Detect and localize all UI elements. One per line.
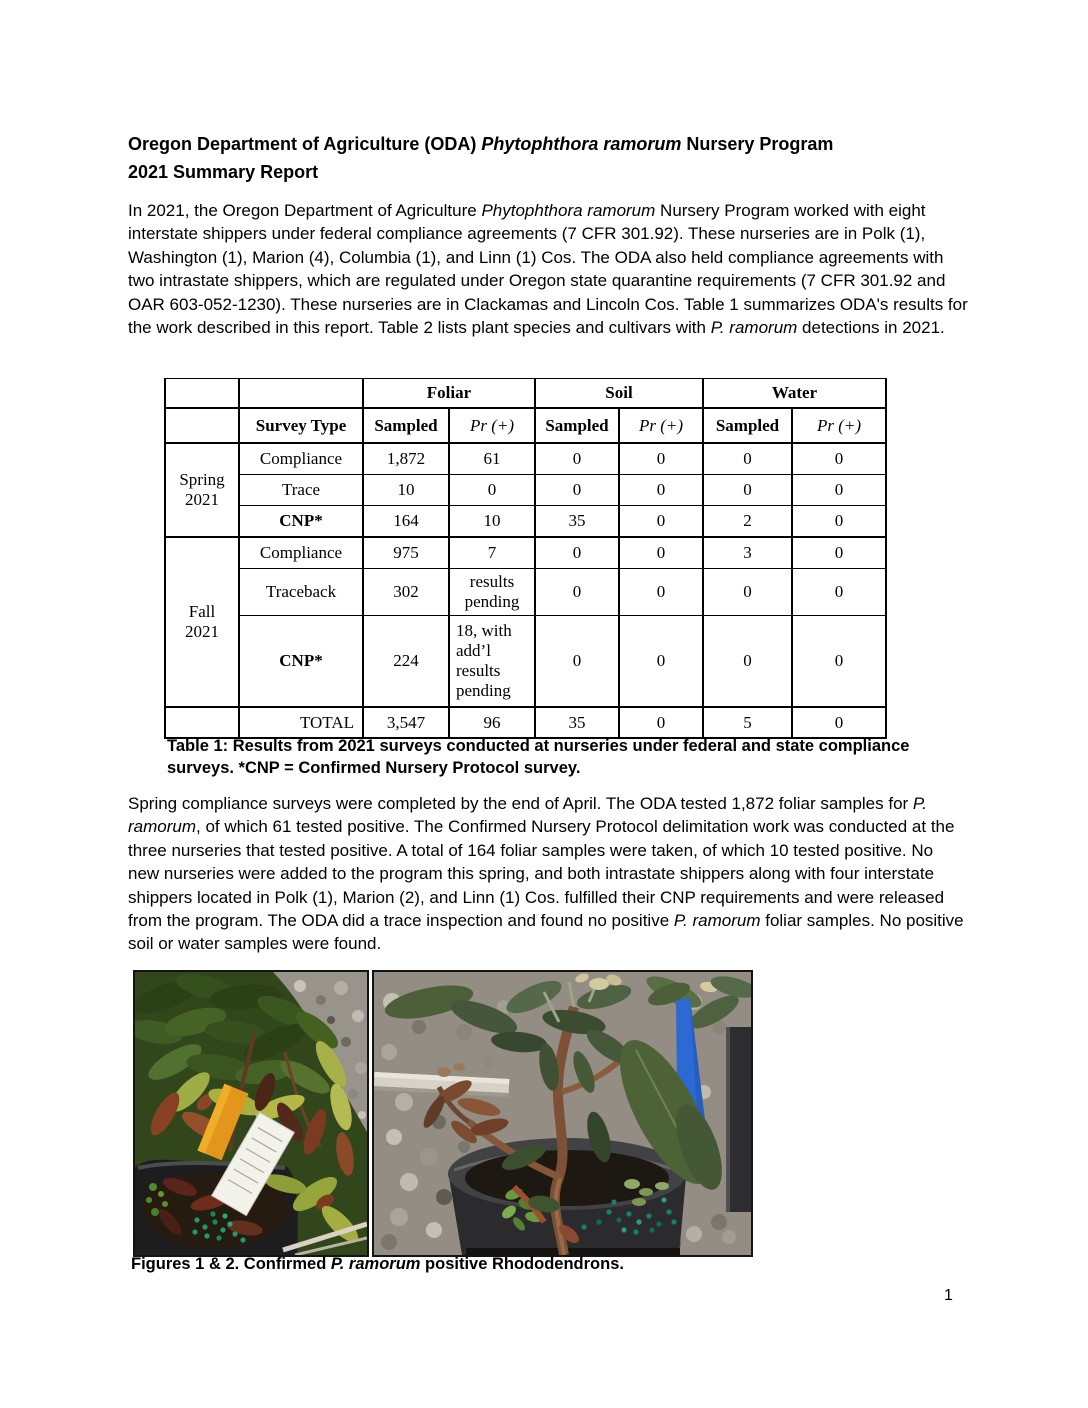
data-cell: 0 — [535, 443, 619, 475]
data-cell: 0 — [535, 616, 619, 708]
figure-2-photo — [372, 970, 753, 1257]
row-total — [165, 707, 886, 738]
data-cell: 0 — [792, 569, 886, 616]
group-header-water: Water — [703, 379, 886, 409]
header-foliar-sampled: Sampled — [363, 408, 449, 443]
figures-row — [133, 970, 753, 1257]
group-header-foliar: Foliar — [363, 379, 535, 409]
total-label-cell: TOTAL — [239, 707, 363, 738]
page-number: 1 — [944, 1287, 953, 1304]
data-cell: 0 — [449, 475, 535, 506]
data-cell: 0 — [792, 616, 886, 708]
data-cell: 10 — [449, 506, 535, 538]
spring-results-paragraph: Spring compliance surveys were completed by the end of April. The ODA tested 1,872 foliar samples for P. ramorum, of which 61 tested positive. The Confirmed Nursery Protocol delimitation work was conducted at the three nurseries that tested positive. A total of 164 foliar samples were taken, of which 10 tested positive. No new nurseries were added to the program this spring, and both intrastate shippers along with four interstate shippers located in Polk (1), Marion (2), and Linn (1) Cos. fulfilled their CNP requirements and were released from the program. The ODA did a trace inspection and found no positive P. ramorum foliar samples. No positive soil or water samples were found. — [128, 794, 964, 954]
data-cell: 0 — [619, 506, 703, 538]
data-cell: 96 — [449, 707, 535, 738]
survey-type-cell: Trace — [239, 475, 363, 506]
data-cell: 0 — [535, 569, 619, 616]
header-water-sampled: Sampled — [703, 408, 792, 443]
season-spring-2021: Spring 2021 — [165, 443, 239, 537]
row-fall-traceback — [165, 569, 886, 616]
row-fall-compliance — [165, 537, 886, 569]
figures-caption: Figures 1 & 2. Confirmed P. ramorum positive Rhododendrons. — [131, 1255, 624, 1273]
data-cell: 2 — [703, 506, 792, 538]
table-subheader-row — [165, 408, 886, 443]
survey-type-cell: Traceback — [239, 569, 363, 616]
data-cell: 0 — [792, 537, 886, 569]
empty-cell — [239, 379, 363, 409]
intro-paragraph: In 2021, the Oregon Department of Agriculture Phytophthora ramorum Nursery Program worked with eight interstate shippers under federal compliance agreements (7 CFR 301.92). These nurseries are in Polk (1), Washington (1), Marion (4), Columbia (1), and Linn (1) Cos. The ODA also held compliance agreements with two intrastate shippers, which are regulated under Oregon state quarantine requirements (7 CFR 301.92 and OAR 603-052-1230). These nurseries are in Clackamas and Lincoln Cos. Table 1 summarizes ODA's results for the work described in this report. Table 2 lists plant species and cultivars with P. ramorum detections in 2021. — [128, 201, 968, 338]
survey-type-cell: CNP* — [239, 506, 363, 538]
data-cell: 3,547 — [363, 707, 449, 738]
data-cell: 0 — [703, 443, 792, 475]
survey-type-cell: Compliance — [239, 537, 363, 569]
figure-1-photo — [133, 970, 369, 1257]
data-cell: 224 — [363, 616, 449, 708]
data-cell: 0 — [619, 537, 703, 569]
data-cell: 35 — [535, 707, 619, 738]
data-cell: 164 — [363, 506, 449, 538]
data-cell: 0 — [792, 707, 886, 738]
data-cell: 0 — [619, 475, 703, 506]
data-cell: 3 — [703, 537, 792, 569]
row-spring-cnp — [165, 506, 886, 538]
data-cell: 0 — [619, 569, 703, 616]
data-cell: 302 — [363, 569, 449, 616]
data-cell: 0 — [535, 537, 619, 569]
row-spring-compliance — [165, 443, 886, 475]
empty-cell — [165, 707, 239, 738]
header-soil-pr: Pr (+) — [619, 408, 703, 443]
header-water-pr: Pr (+) — [792, 408, 886, 443]
data-cell: 61 — [449, 443, 535, 475]
data-cell: 0 — [703, 569, 792, 616]
data-cell: 5 — [703, 707, 792, 738]
data-cell: 0 — [619, 443, 703, 475]
table-1-caption: Table 1: Results from 2021 surveys conducted at nurseries under federal and state compliance surveys. *CNP = Confirmed Nursery Protocol survey. — [167, 737, 910, 777]
data-cell: 0 — [792, 475, 886, 506]
table-1 — [164, 378, 887, 739]
group-header-soil: Soil — [535, 379, 703, 409]
row-fall-cnp — [165, 616, 886, 708]
survey-type-cell: Compliance — [239, 443, 363, 475]
data-cell: 35 — [535, 506, 619, 538]
data-cell: 0 — [703, 475, 792, 506]
header-survey-type: Survey Type — [239, 408, 363, 443]
data-cell: results pending — [449, 569, 535, 616]
data-cell: 1,872 — [363, 443, 449, 475]
header-foliar-pr: Pr (+) — [449, 408, 535, 443]
report-title-line1: Oregon Department of Agriculture (ODA) Phytophthora ramorum Nursery Program — [128, 134, 834, 154]
data-cell: 0 — [535, 475, 619, 506]
row-spring-trace — [165, 475, 886, 506]
header-soil-sampled: Sampled — [535, 408, 619, 443]
empty-cell — [165, 408, 239, 443]
season-fall-2021: Fall 2021 — [165, 537, 239, 707]
report-title-line2: 2021 Summary Report — [128, 162, 319, 182]
data-cell: 0 — [703, 616, 792, 708]
data-cell: 7 — [449, 537, 535, 569]
neighbor-pot — [726, 1027, 751, 1212]
empty-cell — [165, 379, 239, 409]
data-cell: 0 — [792, 443, 886, 475]
report-title — [128, 130, 973, 186]
table-group-header-row — [165, 379, 886, 409]
data-cell: 0 — [619, 616, 703, 708]
data-cell: 0 — [619, 707, 703, 738]
data-cell: 10 — [363, 475, 449, 506]
data-cell: 975 — [363, 537, 449, 569]
data-cell: 18, with add’l results pending — [449, 616, 535, 708]
data-cell: 0 — [792, 506, 886, 538]
survey-type-cell: CNP* — [239, 616, 363, 708]
